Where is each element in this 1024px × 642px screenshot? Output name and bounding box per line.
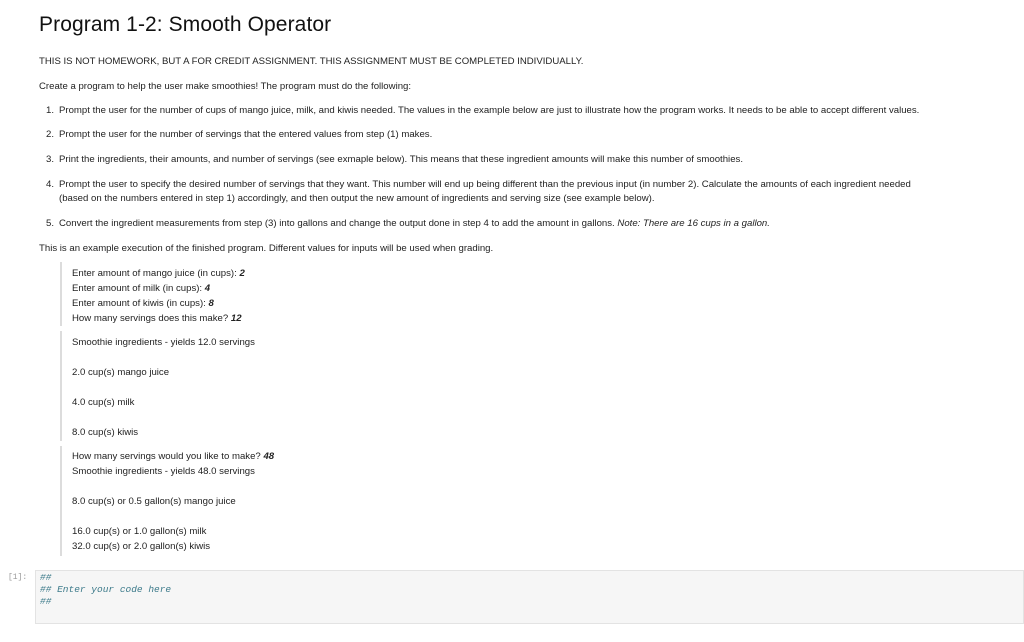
step-note: Note: There are 16 cups in a gallon. (617, 218, 770, 229)
example-input-line: Enter amount of mango juice (in cups): 2 (72, 268, 245, 279)
example-output-line: 16.0 cup(s) or 1.0 gallon(s) milk (72, 526, 207, 537)
example-output-line: 4.0 cup(s) milk (72, 397, 135, 408)
example-output-line: 8.0 cup(s) kiwis (72, 427, 139, 438)
page-title: Program 1-2: Smooth Operator (39, 13, 332, 36)
step-text: Prompt the user for the number of cups of mango juice, milk, and kiwis needed. The values in the example below are just to illustrate how the program works. It needs to be able to accept different values. (59, 105, 920, 116)
example-output-line: 32.0 cup(s) or 2.0 gallon(s) kiwis (72, 541, 211, 552)
example-input-line: Enter amount of kiwis (in cups): 8 (72, 298, 214, 309)
code-line: ## (40, 572, 52, 583)
code-cell[interactable] (35, 570, 1024, 624)
example-intro-text: This is an example execution of the finished program. Different values for inputs will be used when grading. (39, 243, 494, 254)
step-number: 1. (46, 105, 55, 116)
cell-prompt: [1]: (8, 573, 28, 582)
list-item (46, 179, 911, 204)
step-number: 2. (46, 129, 55, 140)
intro-text: Create a program to help the user make smoothies! The program must do the following: (39, 81, 412, 92)
step-number: 3. (46, 154, 55, 165)
code-line: ## Enter your code here (40, 584, 172, 595)
example-output-line: 2.0 cup(s) mango juice (72, 367, 170, 378)
example-output-line: Smoothie ingredients - yields 12.0 servings (72, 337, 255, 348)
blockquote-bar (60, 331, 62, 441)
list-item (46, 154, 743, 165)
code-line: ## (40, 596, 52, 607)
blockquote-bar (60, 262, 62, 326)
step-number: 5. (46, 218, 55, 229)
notice-text: THIS IS NOT HOMEWORK, BUT A FOR CREDIT ASSIGNMENT. THIS ASSIGNMENT MUST BE COMPLETED INDIVIDUALLY. (39, 56, 584, 67)
step-text: Prompt the user to specify the desired number of servings that they want. This number will end up being different than the previous input (in number 2). Calculate the amounts of each ingredient needed (59, 179, 911, 190)
step-text: Convert the ingredient measurements from step (3) into gallons and change the output done in step 4 to add the amount in gallons. (59, 218, 618, 229)
list-item (46, 218, 770, 229)
example-input-line: How many servings does this make? 12 (72, 313, 242, 324)
list-item (46, 105, 919, 116)
step-number: 4. (46, 179, 55, 190)
step-text-continued: (based on the numbers entered in step 1) accordingly, and then output the new amount of ingredients and serving size (see example below). (59, 193, 655, 204)
step-text: Prompt the user for the number of servings that the entered values from step (1) makes. (59, 129, 433, 140)
blockquote-bar (60, 446, 62, 556)
example-input-line: Enter amount of milk (in cups): 4 (72, 283, 211, 294)
example-output-line: Smoothie ingredients - yields 48.0 servings (72, 466, 255, 477)
step-text: Print the ingredients, their amounts, and number of servings (see exmaple below). This means that these ingredient amounts will make this number of smoothies. (59, 154, 743, 165)
example-output-line: 8.0 cup(s) or 0.5 gallon(s) mango juice (72, 496, 236, 507)
example-input-line: How many servings would you like to make? 48 (72, 451, 275, 462)
list-item (46, 129, 432, 140)
